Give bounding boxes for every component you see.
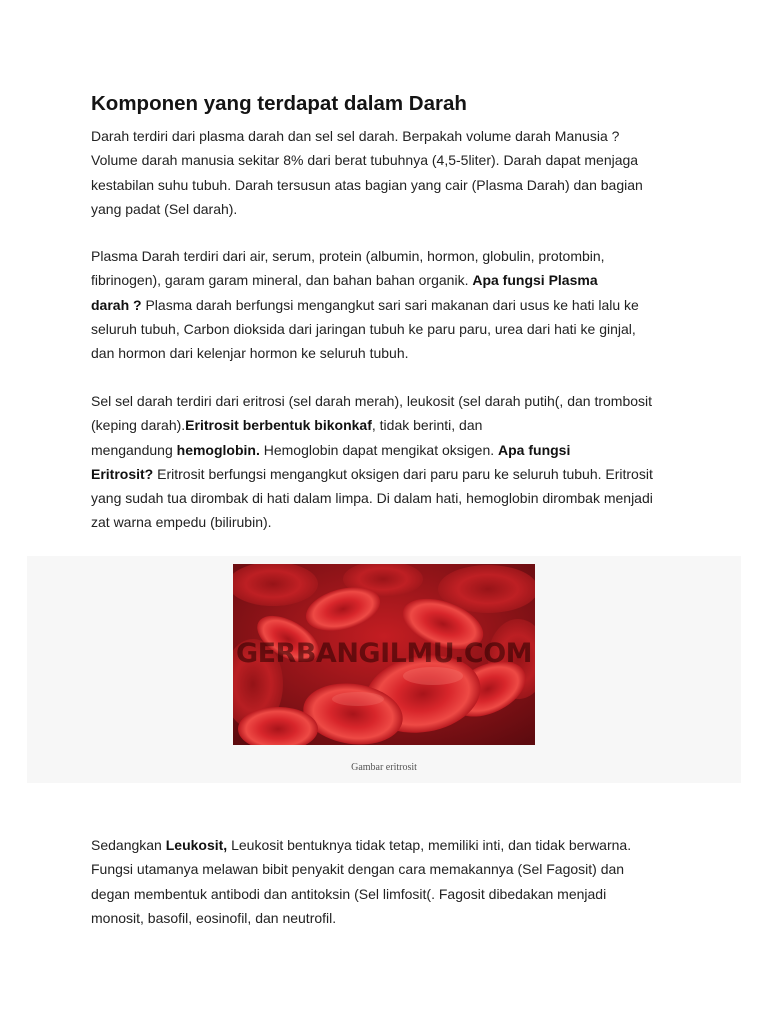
text-line: monosit, basofil, eosinofil, dan neutrofil. <box>91 909 337 926</box>
paragraph-plasma <box>91 244 691 365</box>
text-run: Sedangkan <box>91 837 166 853</box>
text-line: degan membentuk antibodi dan antitoksin (Sel limfosit(. Fagosit dibedakan menjadi <box>91 885 607 902</box>
text-line <box>91 462 691 486</box>
article-title: Komponen yang terdapat dalam Darah <box>91 92 467 115</box>
figure-caption: Gambar eritrosit <box>351 762 417 773</box>
bold-question: Eritrosit? <box>91 465 154 482</box>
text-line: Darah terdiri dari plasma darah dan sel sel darah. Berpakah volume darah Manusia ? <box>91 128 620 144</box>
text-line: zat warna empedu (bilirubin). <box>91 514 272 531</box>
text-line: Volume darah manusia sekitar 8% dari berat tubuhnya (4,5-5liter). Darah dapat menjaga <box>91 152 639 169</box>
text-line: kestabilan suhu tubuh. Darah tersusun atas bagian yang cair (Plasma Darah) dan bagian <box>91 176 643 193</box>
text-run: fibrinogen), garam garam mineral, dan bahan bahan organik. <box>91 272 473 289</box>
text-line: seluruh tubuh, Carbon dioksida dari jaringan tubuh ke paru paru, urea dari hati ke ginjal, <box>91 320 636 337</box>
text-line: yang padat (Sel darah). <box>91 200 238 217</box>
bold-term: Leukosit, <box>165 837 228 853</box>
text-run: Plasma darah berfungsi mengangkut sari sari makanan dari usus ke hati lalu ke <box>141 296 639 313</box>
text-line: dan hormon dari kelenjar hormon ke seluruh tubuh. <box>91 345 409 362</box>
text-line <box>91 833 691 857</box>
text-line: Sel sel darah terdiri dari eritrosi (sel darah merah), leukosit (sel darah putih(, dan trombosit <box>91 393 653 409</box>
paragraph-intro <box>91 124 691 221</box>
bold-term: hemoglobin. <box>176 441 260 458</box>
paragraph-leukosit <box>91 833 691 930</box>
image-watermark: GERBANGILMU.COM <box>235 638 533 669</box>
text-run: , tidak berinti, dan <box>371 417 483 434</box>
text-line <box>91 413 691 437</box>
bold-question: darah ? <box>91 296 142 313</box>
bold-question: Apa fungsi Plasma <box>472 272 598 289</box>
text-run: Eritrosit berfungsi mengangkut oksigen dari paru paru ke seluruh tubuh. Eritrosit <box>153 465 653 482</box>
text-run: (keping darah). <box>91 417 186 434</box>
text-line <box>91 268 691 292</box>
text-line: yang sudah tua dirombak di hati dalam limpa. Di dalam hati, hemoglobin dirombak menjadi <box>91 490 653 507</box>
text-line: Fungsi utamanya melawan bibit penyakit dengan cara memakannya (Sel Fagosit) dan <box>91 861 625 878</box>
bold-question: Apa fungsi <box>498 441 571 458</box>
text-run: Leukosit bentuknya tidak tetap, memiliki inti, dan tidak berwarna. <box>227 837 632 853</box>
bold-term: Eritrosit berbentuk bikonkaf <box>185 417 372 434</box>
text-run: mengandung <box>91 441 177 458</box>
text-line <box>91 438 691 462</box>
text-line: Plasma Darah terdiri dari air, serum, protein (albumin, hormon, globulin, protombin, <box>91 248 605 264</box>
text-line <box>91 293 691 317</box>
paragraph-eritrosit <box>91 389 691 535</box>
text-run: Hemoglobin dapat mengikat oksigen. <box>259 441 499 458</box>
